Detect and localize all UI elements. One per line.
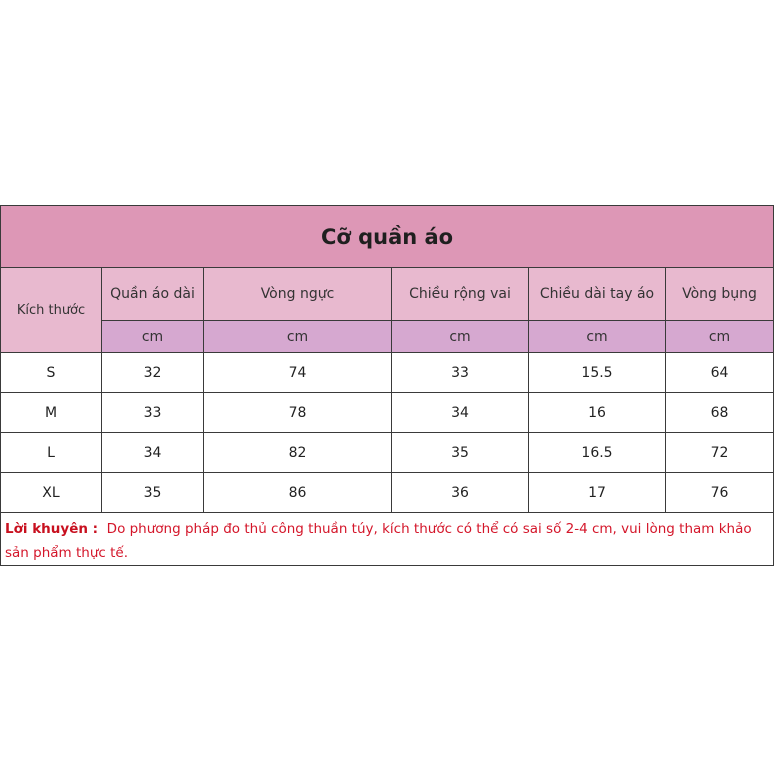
column-header-chest: Vòng ngực xyxy=(204,268,392,321)
table-cell: 82 xyxy=(204,433,392,473)
table-cell: 36 xyxy=(392,473,529,513)
table-cell: 34 xyxy=(102,433,204,473)
size-label: L xyxy=(1,433,102,473)
table-cell: 72 xyxy=(666,433,774,473)
column-header-waist: Vòng bụng xyxy=(666,268,774,321)
advice-label: Lời khuyên : xyxy=(5,521,99,537)
table-cell: 35 xyxy=(102,473,204,513)
table-cell: 32 xyxy=(102,353,204,393)
size-column-header: Kích thước xyxy=(1,268,102,353)
table-row xyxy=(1,473,774,513)
advice-note xyxy=(1,513,774,566)
table-cell: 78 xyxy=(204,393,392,433)
table-cell: 34 xyxy=(392,393,529,433)
table-cell: 16 xyxy=(529,393,666,433)
title-row xyxy=(1,206,774,268)
header-row xyxy=(1,268,774,321)
table-cell: 68 xyxy=(666,393,774,433)
unit-cell: cm xyxy=(529,321,666,353)
column-header-length: Quần áo dài xyxy=(102,268,204,321)
table-cell: 74 xyxy=(204,353,392,393)
column-header-shoulder: Chiều rộng vai xyxy=(392,268,529,321)
unit-cell: cm xyxy=(102,321,204,353)
note-row xyxy=(1,513,774,566)
unit-row xyxy=(1,321,774,353)
advice-text: Do phương pháp đo thủ công thuần túy, kích thước có thể có sai số 2-4 cm, vui lòng tham khảo sản phẩm thực tế. xyxy=(5,521,752,561)
unit-cell: cm xyxy=(392,321,529,353)
chart-title: Cỡ quần áo xyxy=(1,206,774,268)
table-cell: 64 xyxy=(666,353,774,393)
unit-cell: cm xyxy=(666,321,774,353)
table-cell: 33 xyxy=(102,393,204,433)
table-cell: 33 xyxy=(392,353,529,393)
size-label: XL xyxy=(1,473,102,513)
unit-cell: cm xyxy=(204,321,392,353)
table-cell: 16.5 xyxy=(529,433,666,473)
table-cell: 86 xyxy=(204,473,392,513)
table-cell: 17 xyxy=(529,473,666,513)
table-cell: 35 xyxy=(392,433,529,473)
column-header-sleeve: Chiều dài tay áo xyxy=(529,268,666,321)
table-row xyxy=(1,433,774,473)
size-label: S xyxy=(1,353,102,393)
table-row xyxy=(1,353,774,393)
table-cell: 76 xyxy=(666,473,774,513)
size-label: M xyxy=(1,393,102,433)
size-chart-table xyxy=(0,205,774,566)
table-cell: 15.5 xyxy=(529,353,666,393)
table-row xyxy=(1,393,774,433)
